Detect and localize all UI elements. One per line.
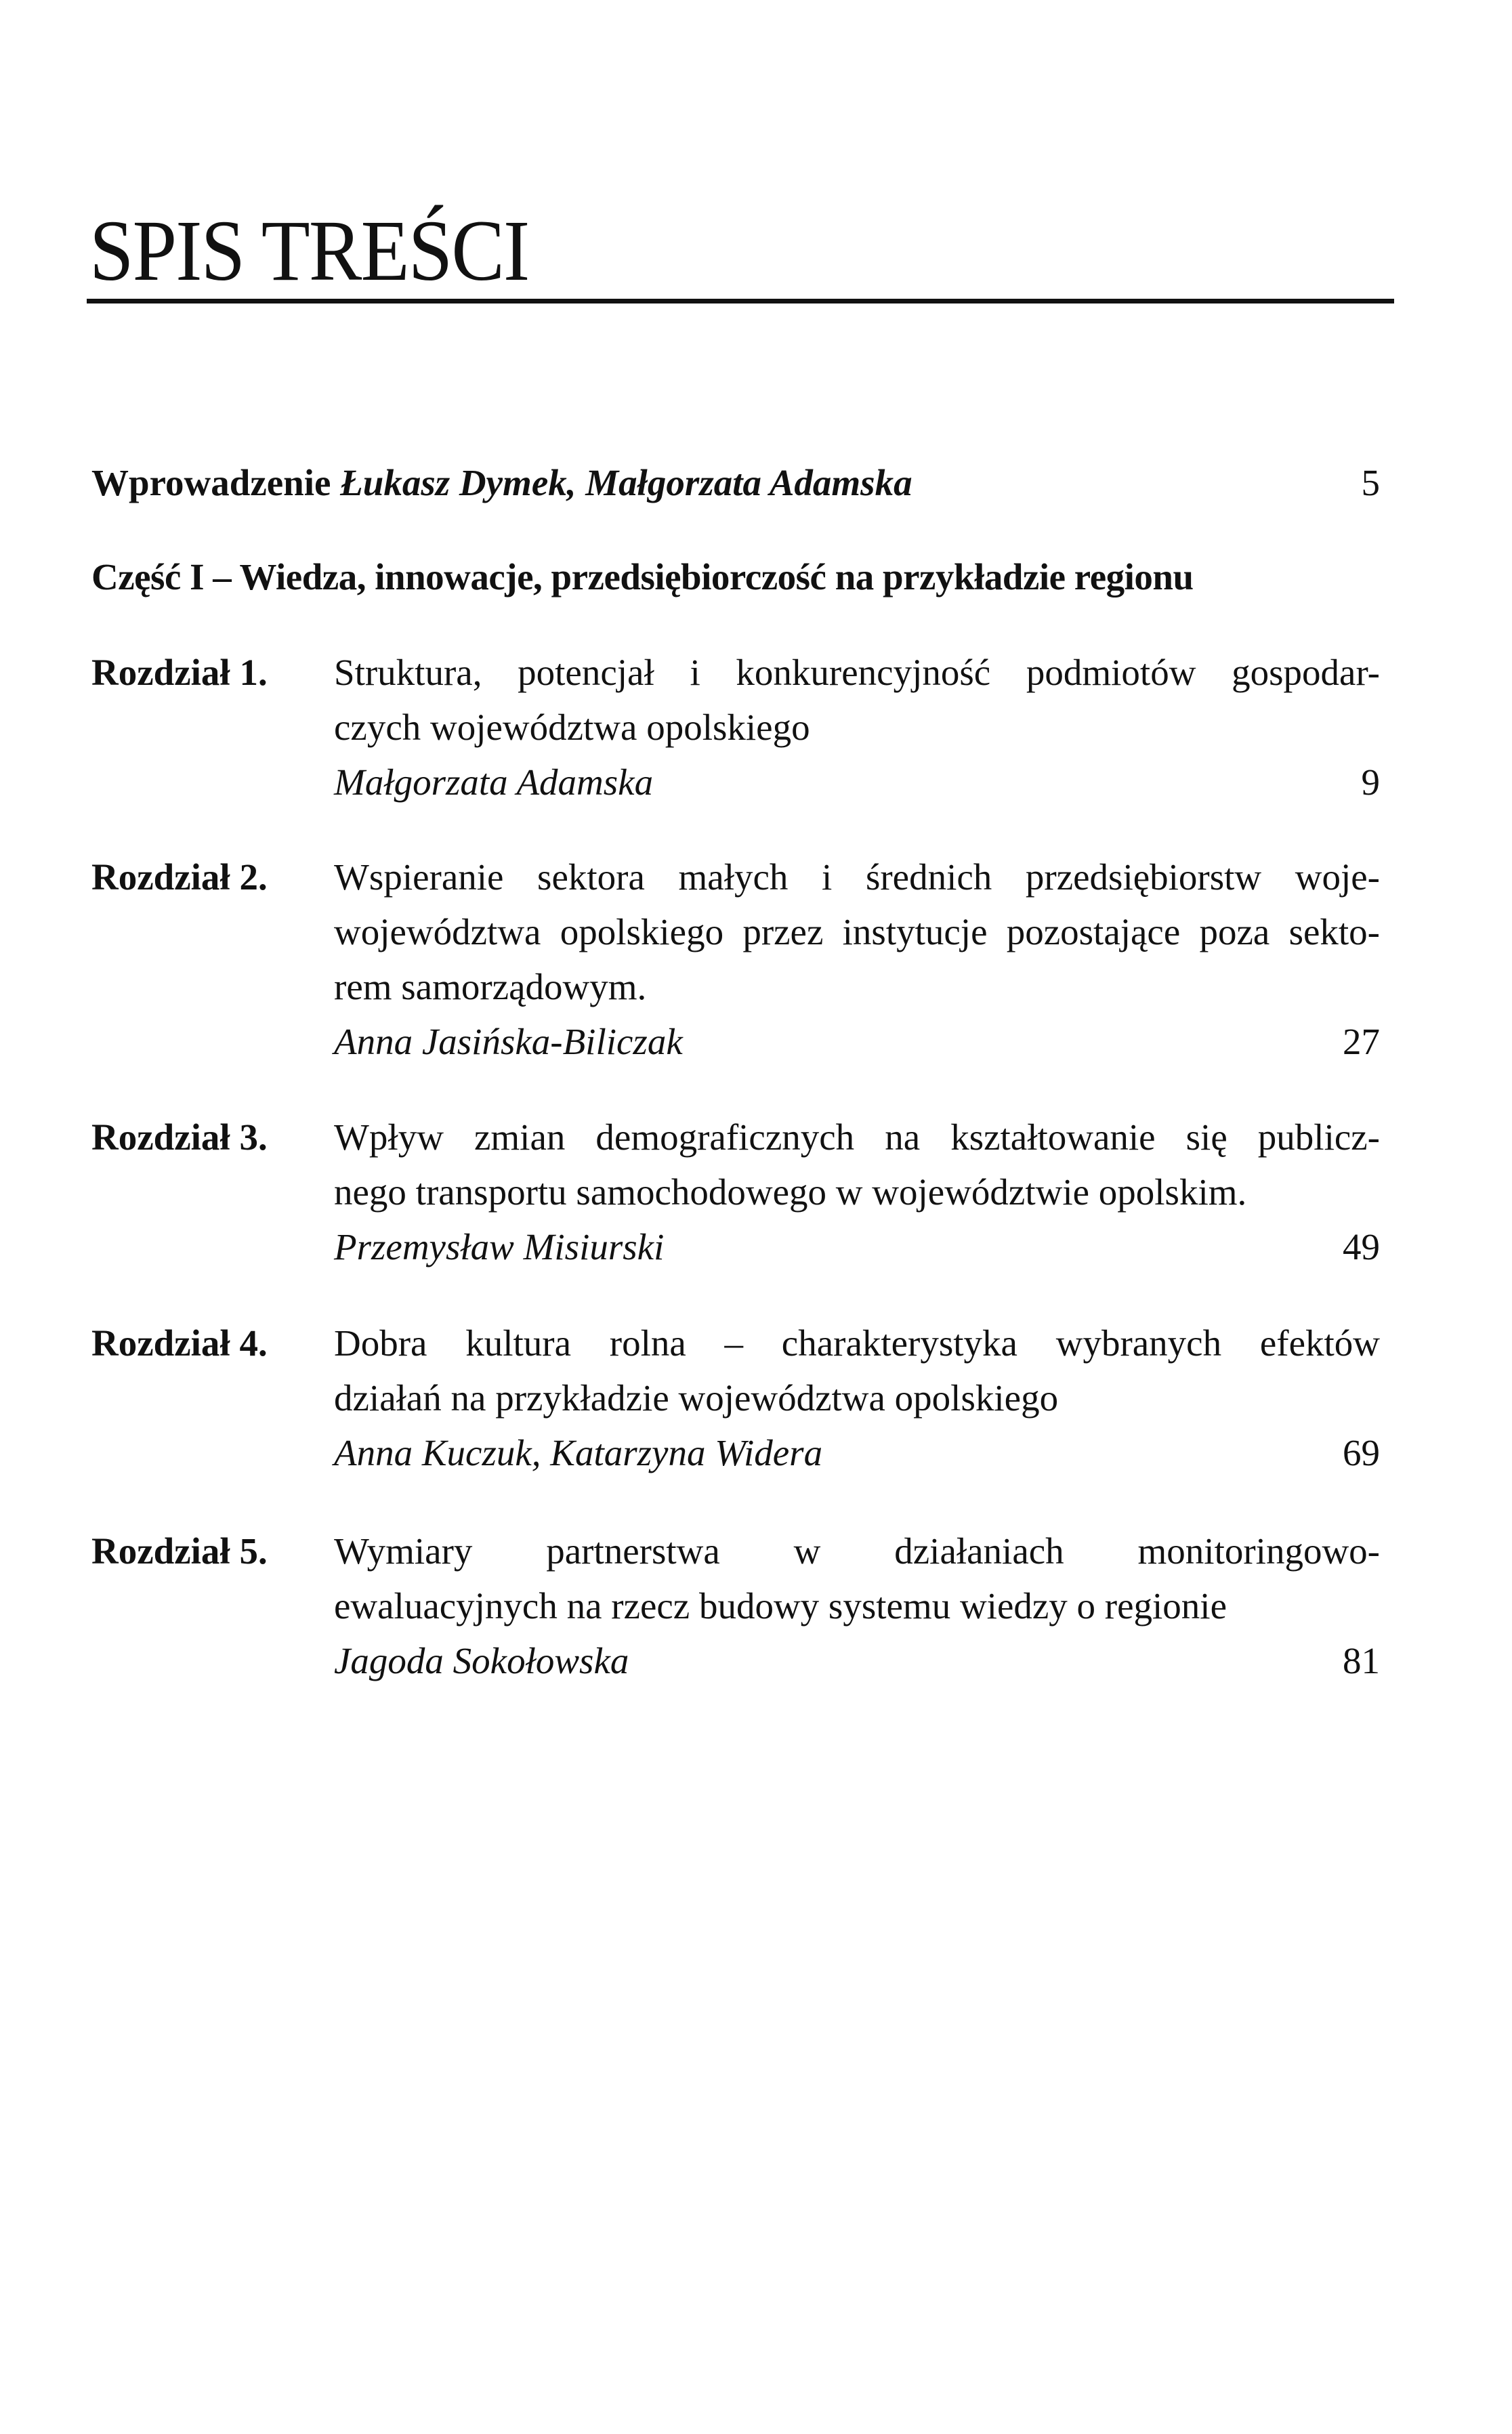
chapter-title-line: Wymiary partnerstwa w działaniach monitoringowo- xyxy=(334,1530,1380,1572)
chapter-title-line: czych województwa opolskiego xyxy=(334,707,810,748)
chapter-label: Rozdział 5. xyxy=(91,1530,268,1572)
chapter-title-line: działań na przykładzie województwa opolskiego xyxy=(334,1377,1059,1419)
chapter-page: 69 xyxy=(1343,1432,1380,1473)
intro-page: 5 xyxy=(1361,462,1380,503)
chapter-title-line: ewaluacyjnych na rzecz budowy systemu wiedzy o regionie xyxy=(334,1585,1227,1627)
chapter-author: Przemysław Misiurski xyxy=(334,1226,665,1267)
chapter-page: 49 xyxy=(1343,1226,1380,1267)
chapter-author: Anna Jasińska-Biliczak xyxy=(334,1021,683,1062)
chapter-label: Rozdział 2. xyxy=(91,856,268,898)
chapter-title-line: Wpływ zmian demograficznych na kształtowanie się publicz- xyxy=(334,1116,1380,1158)
chapter-title-line: województwa opolskiego przez instytucje pozostające poza sekto- xyxy=(334,911,1380,952)
chapter-title-line: nego transportu samochodowego w województwie opolskim. xyxy=(334,1171,1247,1213)
toc-entry-chapter-1 xyxy=(91,645,1380,810)
toc-entry-chapter-4 xyxy=(91,1316,1380,1480)
toc-entry-intro xyxy=(91,455,1380,510)
chapter-author: Małgorzata Adamska xyxy=(334,761,654,803)
chapter-label: Rozdział 3. xyxy=(91,1116,268,1158)
chapter-author: Anna Kuczuk, Katarzyna Widera xyxy=(334,1432,823,1473)
chapter-label: Rozdział 4. xyxy=(91,1322,268,1364)
toc-entry-chapter-3 xyxy=(91,1110,1380,1274)
chapter-title-line: Dobra kultura rolna – charakterystyka wybranych efektów xyxy=(334,1322,1380,1364)
chapter-page: 27 xyxy=(1343,1021,1380,1062)
toc-entry-chapter-5 xyxy=(91,1524,1380,1688)
chapter-label: Rozdział 1. xyxy=(91,652,268,693)
chapter-title-line: Wspieranie sektora małych i średnich przedsiębiorstw woje- xyxy=(334,856,1380,898)
chapter-author: Jagoda Sokołowska xyxy=(334,1640,629,1681)
page-title: SPIS TREŚCI xyxy=(89,203,529,299)
intro-authors: Łukasz Dymek, Małgorzata Adamska xyxy=(340,462,912,503)
part-heading: Część I – Wiedza, innowacje, przedsiębiorczość na przykładzie regionu xyxy=(91,556,1194,597)
chapter-page: 9 xyxy=(1361,761,1380,803)
toc-entry-chapter-2 xyxy=(91,849,1380,1069)
chapter-title-line: rem samorządowym. xyxy=(334,966,647,1007)
chapter-title-line: Struktura, potencjał i konkurencyjność podmiotów gospodar- xyxy=(334,652,1380,693)
title-rule xyxy=(87,299,1394,303)
chapter-page: 81 xyxy=(1343,1640,1380,1681)
intro-label: Wprowadzenie xyxy=(91,462,331,503)
